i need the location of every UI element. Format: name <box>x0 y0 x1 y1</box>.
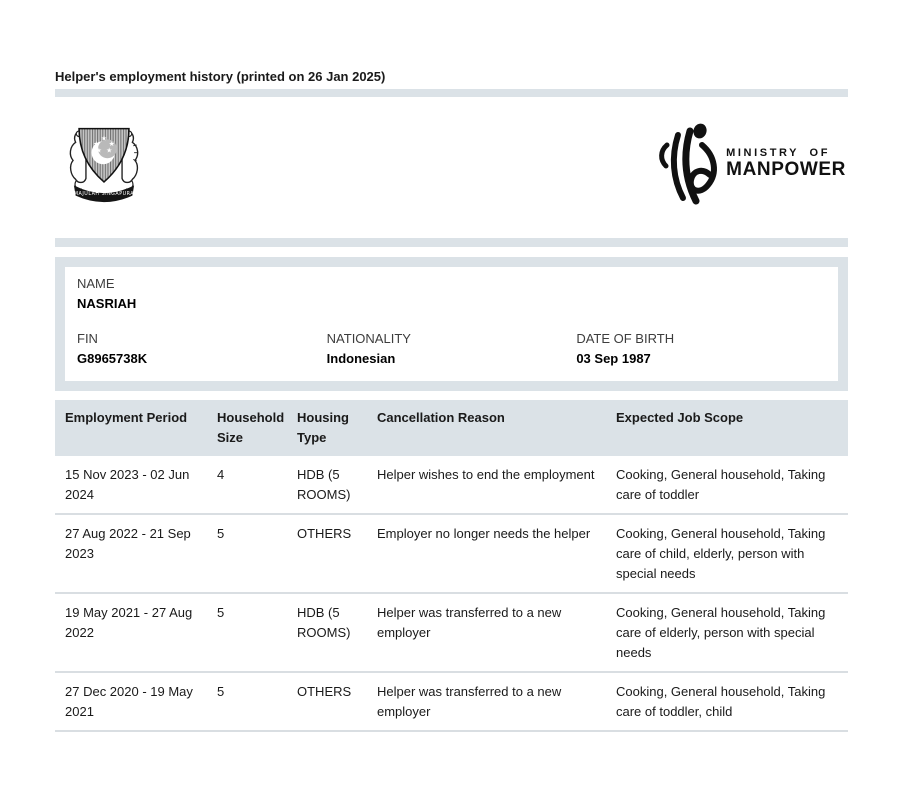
table-row <box>55 673 848 732</box>
cell-household-size: 5 <box>217 526 225 541</box>
header-housing-type: Housing Type <box>297 410 349 445</box>
mom-logo-text <box>726 146 846 180</box>
cell-employment-period: 27 Aug 2022 - 21 Sep 2023 <box>65 526 191 561</box>
cell-employment-period: 15 Nov 2023 - 02 Jun 2024 <box>65 467 190 502</box>
header-cancellation-reason: Cancellation Reason <box>377 410 505 425</box>
section-divider <box>55 238 848 247</box>
svg-text:★: ★ <box>108 139 115 148</box>
cell-cancellation-reason: Helper wishes to end the employment <box>377 467 595 482</box>
svg-text:★: ★ <box>93 139 100 148</box>
dob-value: 03 Sep 1987 <box>576 351 651 366</box>
cell-expected-job-scope: Cooking, General household, Taking care of child, elderly, person with special needs <box>616 526 826 581</box>
svg-text:★: ★ <box>106 146 113 155</box>
cell-expected-job-scope: Cooking, General household, Taking care of toddler <box>616 467 826 502</box>
singapore-coat-of-arms-icon <box>61 119 147 207</box>
cell-household-size: 5 <box>217 684 225 699</box>
cell-cancellation-reason: Employer no longer needs the helper <box>377 526 591 541</box>
document-page <box>55 0 848 732</box>
svg-text:★: ★ <box>95 146 102 155</box>
cell-housing-type: OTHERS <box>297 526 352 541</box>
header-household-size: Household Size <box>217 410 285 445</box>
fin-field <box>77 329 327 369</box>
cell-employment-period: 27 Dec 2020 - 19 May 2021 <box>65 684 193 719</box>
mom-logo-line2: MANPOWER <box>726 159 846 180</box>
cell-cancellation-reason: Helper was transferred to a new employer <box>377 605 562 640</box>
table-row <box>55 456 848 515</box>
fin-label: FIN <box>77 331 98 346</box>
cell-cancellation-reason: Helper was transferred to a new employer <box>377 684 562 719</box>
table-row <box>55 594 848 673</box>
cell-employment-period: 19 May 2021 - 27 Aug 2022 <box>65 605 193 640</box>
table-row <box>55 515 848 594</box>
ministry-of-manpower-logo <box>658 121 846 205</box>
header-employment-period: Employment Period <box>65 410 188 425</box>
dob-label: DATE OF BIRTH <box>576 331 675 346</box>
header-expected-job-scope: Expected Job Scope <box>616 410 744 425</box>
logo-header <box>55 118 848 208</box>
cell-housing-type: HDB (5 ROOMS) <box>297 467 351 502</box>
table-header-row <box>55 400 848 456</box>
page-title: Helper's employment history (printed on 26 Jan 2025) <box>55 69 386 84</box>
nationality-value: Indonesian <box>326 351 396 366</box>
cell-household-size: 5 <box>217 605 225 620</box>
cell-household-size: 4 <box>217 467 225 482</box>
coat-banner-text: MAJULAH SINGAPURA <box>73 191 135 197</box>
svg-text:★: ★ <box>100 134 108 143</box>
mom-logo-mark-icon <box>658 121 722 205</box>
name-value: NASRIAH <box>77 296 137 311</box>
employment-history-table <box>55 400 848 732</box>
nationality-field <box>327 329 577 369</box>
dob-field <box>576 329 826 369</box>
nationality-label: NATIONALITY <box>326 331 411 346</box>
name-field <box>77 274 826 314</box>
cell-housing-type: HDB (5 ROOMS) <box>297 605 351 640</box>
profile-detail-grid <box>77 329 826 369</box>
cell-expected-job-scope: Cooking, General household, Taking care of elderly, person with special needs <box>616 605 826 660</box>
mom-logo-line1: MINISTRY OF <box>726 147 831 159</box>
helper-profile-panel <box>55 257 848 391</box>
name-label: NAME <box>77 276 115 291</box>
fin-value: G8965738K <box>77 351 148 366</box>
cell-housing-type: OTHERS <box>297 684 352 699</box>
title-divider <box>55 89 848 97</box>
cell-expected-job-scope: Cooking, General household, Taking care of toddler, child <box>616 684 826 719</box>
